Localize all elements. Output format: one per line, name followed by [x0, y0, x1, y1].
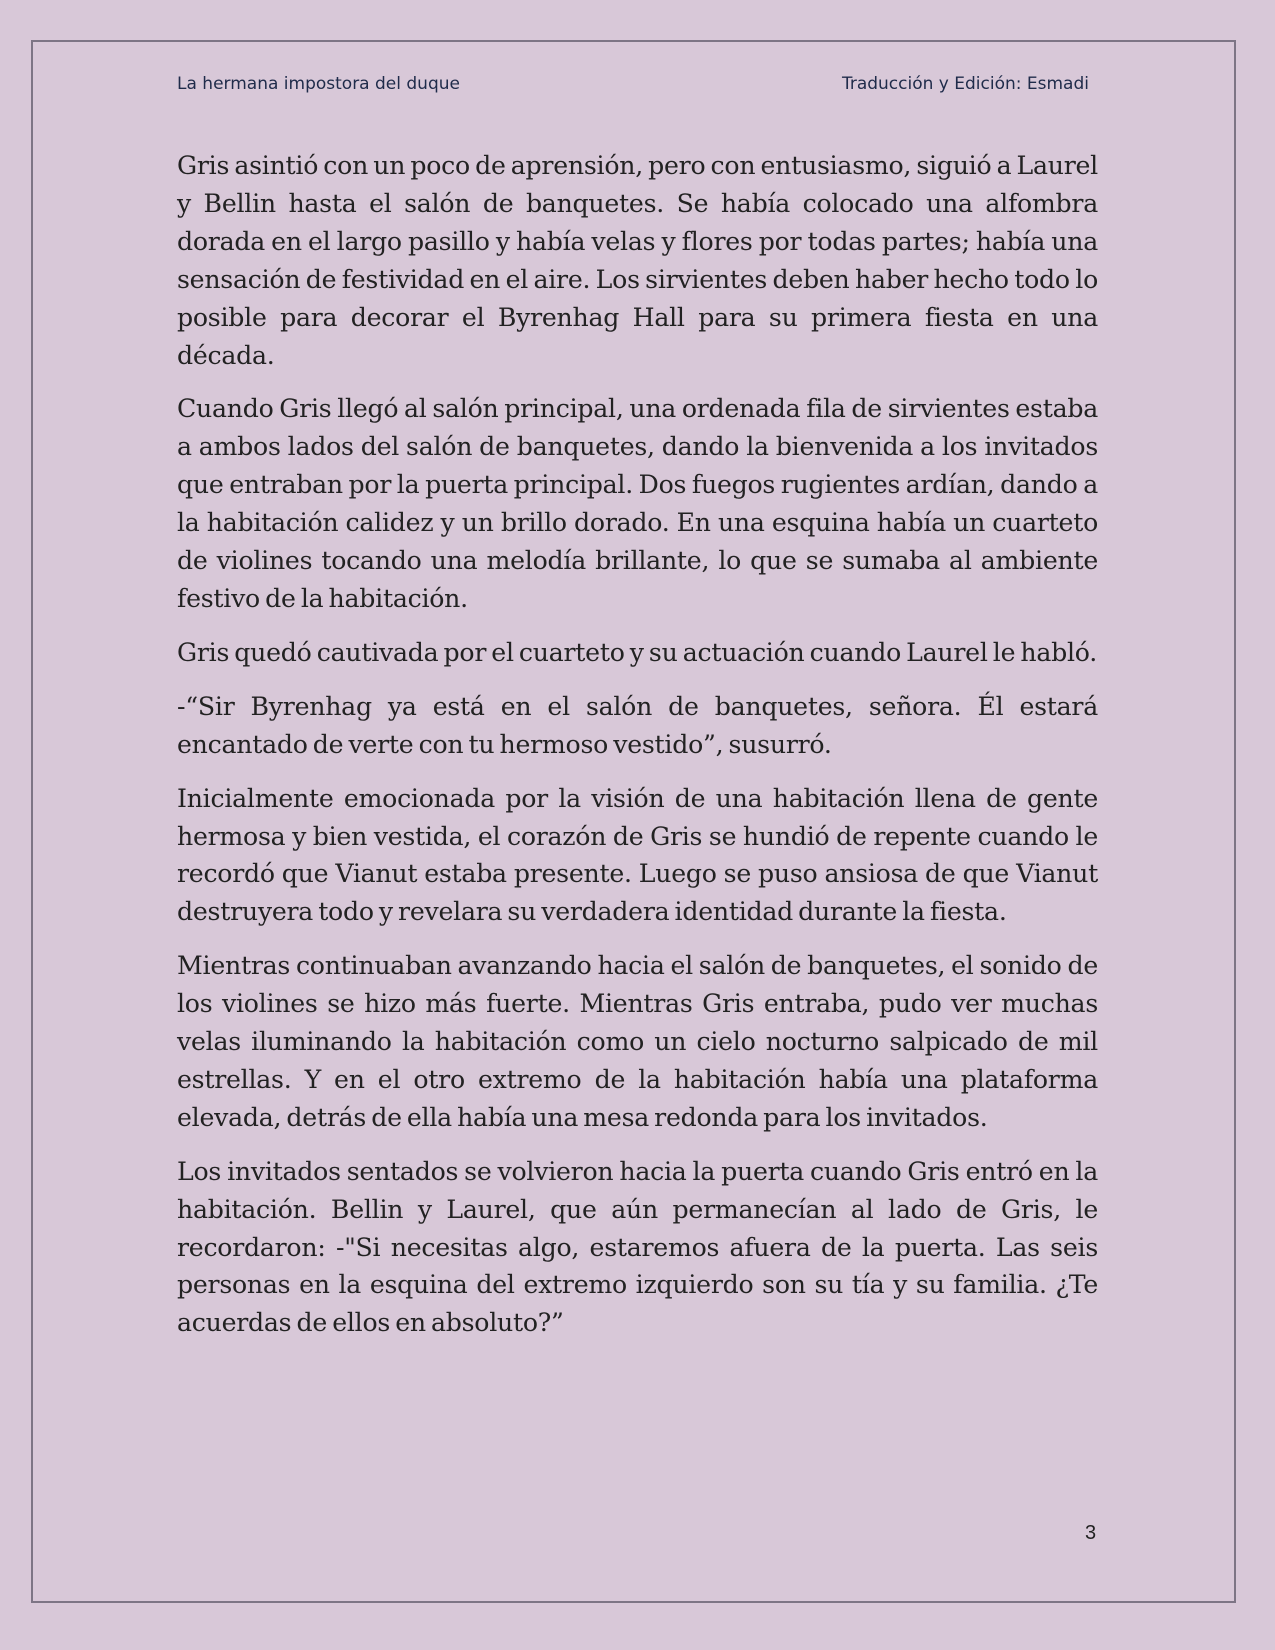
paragraph: Inicialmente emocionada por la visión de una habitación llena de gente hermosa y bien vestida, el corazón de Gris se hundió de repente cuando le recordó que Vianut estaba presente. Luego se puso ansiosa de que Vianut destruyera todo y revelara su verdadera identidad durante la fiesta. [177, 783, 1098, 927]
translation-credit: Traducción y Edición: Esmadi [841, 74, 1089, 94]
page-header [177, 74, 1089, 100]
paragraph: Gris quedó cautivada por el cuarteto y su actuación cuando Laurel le habló. [177, 637, 1098, 667]
paragraph: Cuando Gris llegó al salón principal, una ordenada fila de sirvientes estaba a ambos lados del salón de banquetes, dando la bienvenida a los invitados que entraban por la puerta principal. Dos fuegos rugientes ardían, dando a la habitación calidez y un brillo dorado. En una esquina había un cuarteto de violines tocando una melodía brillante, lo que se sumaba al ambiente festivo de la habitación. [177, 394, 1098, 613]
page-number: 3 [1085, 1522, 1097, 1544]
paragraph: -“Sir Byrenhag ya está en el salón de banquetes, señora. Él estará encantado de verte con tu hermoso vestido”, susurró. [177, 691, 1098, 759]
book-title: La hermana impostora del duque [177, 74, 460, 94]
paragraph: Gris asintió con un poco de aprensión, pero con entusiasmo, siguió a Laurel y Bellin hasta el salón de banquetes. Se había colocado una alfombra dorada en el largo pasillo y había velas y flores por todas partes; había una sensación de festividad en el aire. Los sirvientes deben haber hecho todo lo posible para decorar el Byrenhag Hall para su primera fiesta en una década. [177, 151, 1098, 370]
paragraph: Los invitados sentados se volvieron hacia la puerta cuando Gris entró en la habitación. Bellin y Laurel, que aún permanecían al lado de Gris, le recordaron: -"Si necesitas algo, estaremos afuera de la puerta. Las seis personas en la esquina del extremo izquierdo son su tía y su familia. ¿Te acuerdas de ellos en absoluto?” [177, 1156, 1098, 1338]
document-body [177, 147, 1098, 1358]
paragraph: Mientras continuaban avanzando hacia el salón de banquetes, el sonido de los violines se hizo más fuerte. Mientras Gris entraba, pudo ver muchas velas iluminando la habitación como un cielo nocturno salpicado de mil estrellas. Y en el otro extremo de la habitación había una plataforma elevada, detrás de ella había una mesa redonda para los invitados. [177, 951, 1098, 1132]
